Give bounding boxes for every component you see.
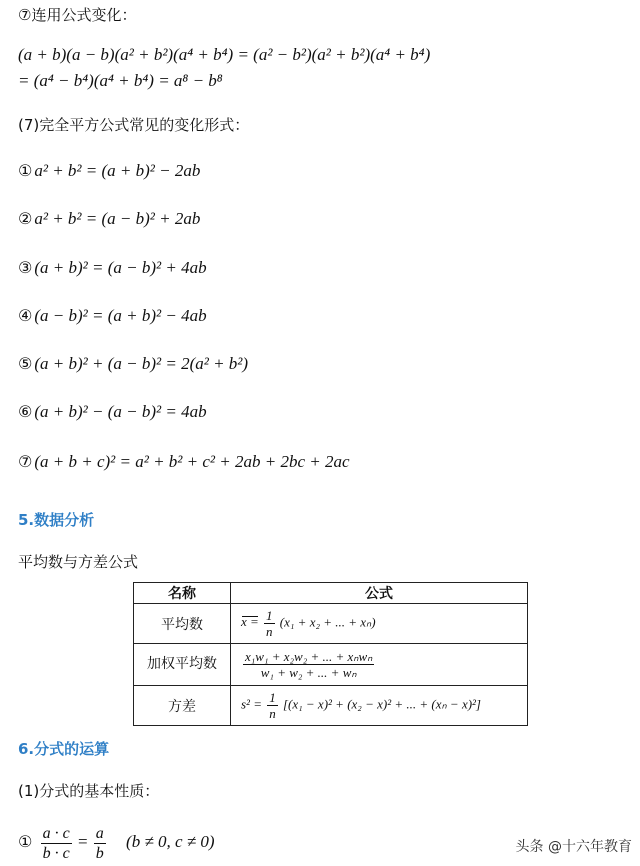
row-name: 方差: [134, 686, 231, 726]
square-item: [18, 353, 248, 375]
header-formula: 公式: [231, 583, 528, 604]
square-item: [18, 160, 200, 182]
square-item: [18, 208, 200, 230]
item-formula: (a − b)² = (a + b)² − 4ab: [34, 306, 207, 325]
row-name: 平均数: [134, 604, 231, 644]
row-formula: [231, 604, 528, 644]
section-title-data-analysis: 5.数据分析: [18, 511, 95, 529]
row-formula: [231, 686, 528, 726]
fraction: $\frac{1}{n}$: [269, 690, 276, 721]
chain-heading: ⑦连用公式变化：: [18, 6, 137, 24]
square-item: [18, 305, 207, 327]
square-item: [18, 451, 350, 473]
item-formula: a² + b² = (a + b)² − 2ab: [34, 161, 201, 180]
item-marker: ⑥: [18, 402, 33, 421]
item-formula: (a + b)² = (a − b)² + 4ab: [34, 258, 207, 277]
square-item: [18, 257, 207, 279]
item-formula: a² + b² = (a − b)² + 2ab: [34, 209, 201, 228]
row-formula: [231, 644, 528, 686]
item-marker: ③: [18, 258, 33, 277]
mean-rest: (x₁ + x₂ + ... + xₙ): [279, 614, 376, 630]
item-marker: ①: [18, 832, 33, 851]
fraction: $\frac{\text{x₁w₁ + x₂w₂ + ... + xₙwₙ}}{\text{w₁ + w₂ + ... + wₙ}}$: [245, 649, 373, 680]
item-marker: ⑤: [18, 354, 33, 373]
fraction-lhs: $\frac{a \cdot c}{b \cdot c}$: [42, 824, 70, 862]
watermark: 头条 @十六年教育: [516, 836, 632, 856]
fraction-property-heading: (1)分式的基本性质：: [18, 782, 160, 800]
section-subtitle-mean-variance: 平均数与方差公式: [18, 553, 139, 571]
variance-lhs: s² =: [241, 696, 262, 712]
item-marker: ①: [18, 161, 33, 180]
section-title-fraction-operations: 6.分式的运算: [18, 740, 110, 758]
item-marker: ④: [18, 306, 33, 325]
item-marker: ②: [18, 209, 33, 228]
table-row: [134, 644, 528, 686]
formula-table: [133, 582, 528, 726]
item-formula: (a + b + c)² = a² + b² + c² + 2ab + 2bc + 2ac: [34, 452, 350, 471]
square-item: [18, 401, 207, 423]
fraction: $\frac{1}{n}$: [266, 608, 273, 639]
fraction-condition: (b ≠ 0, c ≠ 0): [126, 832, 215, 851]
item-marker: ⑦: [18, 452, 33, 471]
fraction-rhs: $\frac{a}{b}$: [95, 824, 104, 862]
chain-formula-line-1: (a + b)(a − b)(a² + b²)(a⁴ + b⁴) = (a² − b²)(a² + b²)(a⁴ + b⁴): [18, 45, 431, 64]
square-variants-heading: (7)完全平方公式常见的变化形式：: [18, 116, 250, 134]
table-header-row: [134, 583, 528, 604]
item-formula: (a + b)² + (a − b)² = 2(a² + b²): [34, 354, 249, 373]
header-name: 名称: [134, 583, 231, 604]
chain-formula-line-2: = (a⁴ − b⁴)(a⁴ + b⁴) = a⁸ − b⁸: [18, 71, 223, 90]
mean-lhs: x =: [241, 614, 259, 630]
variance-rest: [(x₁ − x)² + (x₂ − x)² + ... + (xₙ − x)²]: [282, 696, 481, 712]
row-name: 加权平均数: [134, 644, 231, 686]
item-formula: (a + b)² − (a − b)² = 4ab: [34, 402, 207, 421]
table-row: [134, 604, 528, 644]
fraction-property-item: ① $\frac{a \cdot c}{b \cdot c}$ = $\frac{a}{b}$ (b ≠ 0, c ≠ 0): [18, 824, 215, 862]
table-row: [134, 686, 528, 726]
